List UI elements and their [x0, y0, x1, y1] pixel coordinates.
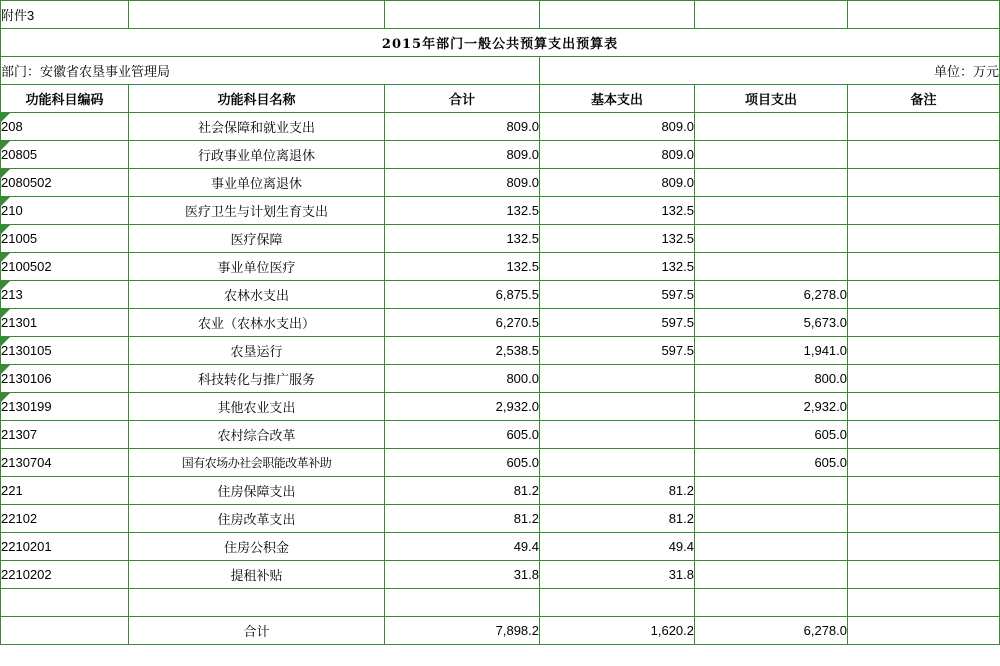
row-basic: 809.0 — [540, 169, 695, 197]
total-row-note — [848, 617, 1000, 645]
total-row-total: 7,898.2 — [385, 617, 540, 645]
row-project: 5,673.0 — [695, 309, 848, 337]
row-total: 6,875.5 — [385, 281, 540, 309]
row-name: 国有农场办社会职能改革补助 — [129, 449, 385, 477]
row-note — [848, 253, 1000, 281]
row-total: 809.0 — [385, 113, 540, 141]
row-basic: 81.2 — [540, 477, 695, 505]
table-row — [1, 421, 1000, 449]
row-note — [848, 141, 1000, 169]
column-header-project: 项目支出 — [695, 85, 848, 113]
table-row — [1, 197, 1000, 225]
row-project — [695, 589, 848, 617]
attachment-pad-1 — [129, 1, 385, 29]
row-project — [695, 169, 848, 197]
row-note — [848, 197, 1000, 225]
row-name: 社会保障和就业支出 — [129, 113, 385, 141]
row-note — [848, 113, 1000, 141]
row-basic: 597.5 — [540, 337, 695, 365]
row-total: 605.0 — [385, 449, 540, 477]
row-name — [129, 589, 385, 617]
total-row-code — [1, 617, 129, 645]
row-code: 2130106 — [1, 365, 129, 393]
column-header-note: 备注 — [848, 85, 1000, 113]
row-project — [695, 197, 848, 225]
department-label: 部门：安徽省农垦事业管理局 — [1, 57, 540, 85]
row-basic: 49.4 — [540, 533, 695, 561]
attachment-pad-4 — [695, 1, 848, 29]
row-total: 2,538.5 — [385, 337, 540, 365]
row-name: 住房改革支出 — [129, 505, 385, 533]
row-project: 1,941.0 — [695, 337, 848, 365]
table-total-row — [1, 617, 1000, 645]
table-row — [1, 141, 1000, 169]
row-name: 农村综合改革 — [129, 421, 385, 449]
row-basic: 809.0 — [540, 141, 695, 169]
row-code: 2100502 — [1, 253, 129, 281]
table-row — [1, 505, 1000, 533]
row-project: 605.0 — [695, 421, 848, 449]
row-total: 800.0 — [385, 365, 540, 393]
table-body — [1, 1, 1000, 645]
title-row — [1, 29, 1000, 57]
total-row-project: 6,278.0 — [695, 617, 848, 645]
row-project: 800.0 — [695, 365, 848, 393]
row-code: 2080502 — [1, 169, 129, 197]
row-project: 6,278.0 — [695, 281, 848, 309]
row-name: 医疗卫生与计划生育支出 — [129, 197, 385, 225]
row-basic — [540, 449, 695, 477]
row-note — [848, 449, 1000, 477]
row-note — [848, 421, 1000, 449]
row-basic: 809.0 — [540, 113, 695, 141]
table-row — [1, 449, 1000, 477]
table-row — [1, 393, 1000, 421]
row-note — [848, 505, 1000, 533]
row-note — [848, 337, 1000, 365]
row-name: 其他农业支出 — [129, 393, 385, 421]
row-basic: 132.5 — [540, 253, 695, 281]
row-note — [848, 589, 1000, 617]
row-total: 809.0 — [385, 169, 540, 197]
row-name: 事业单位离退休 — [129, 169, 385, 197]
row-code: 21307 — [1, 421, 129, 449]
attachment-row — [1, 1, 1000, 29]
table-row — [1, 309, 1000, 337]
row-total: 132.5 — [385, 197, 540, 225]
row-basic — [540, 365, 695, 393]
row-note — [848, 281, 1000, 309]
row-basic: 81.2 — [540, 505, 695, 533]
row-code: 20805 — [1, 141, 129, 169]
row-basic: 597.5 — [540, 281, 695, 309]
table-row — [1, 169, 1000, 197]
column-header-basic: 基本支出 — [540, 85, 695, 113]
row-basic: 132.5 — [540, 225, 695, 253]
row-code: 210 — [1, 197, 129, 225]
row-total: 132.5 — [385, 253, 540, 281]
row-total: 31.8 — [385, 561, 540, 589]
total-row-basic: 1,620.2 — [540, 617, 695, 645]
row-total: 81.2 — [385, 477, 540, 505]
row-name: 农垦运行 — [129, 337, 385, 365]
row-code — [1, 589, 129, 617]
table-row — [1, 225, 1000, 253]
row-basic: 132.5 — [540, 197, 695, 225]
row-project — [695, 505, 848, 533]
row-name: 科技转化与推广服务 — [129, 365, 385, 393]
row-project — [695, 141, 848, 169]
page-title: 2015年部门一般公共预算支出预算表 — [1, 29, 1000, 57]
row-name: 提租补贴 — [129, 561, 385, 589]
meta-row — [1, 57, 1000, 85]
row-note — [848, 393, 1000, 421]
row-project — [695, 561, 848, 589]
row-name: 医疗保障 — [129, 225, 385, 253]
table-row — [1, 253, 1000, 281]
row-code: 2130704 — [1, 449, 129, 477]
row-code: 21301 — [1, 309, 129, 337]
row-note — [848, 477, 1000, 505]
table-row — [1, 477, 1000, 505]
row-basic: 597.5 — [540, 309, 695, 337]
row-code: 22102 — [1, 505, 129, 533]
row-note — [848, 225, 1000, 253]
row-total — [385, 589, 540, 617]
row-code: 2130105 — [1, 337, 129, 365]
table-row — [1, 113, 1000, 141]
row-note — [848, 365, 1000, 393]
table-row — [1, 533, 1000, 561]
row-code: 208 — [1, 113, 129, 141]
attachment-pad-2 — [385, 1, 540, 29]
row-name: 行政事业单位离退休 — [129, 141, 385, 169]
row-total: 809.0 — [385, 141, 540, 169]
row-basic: 31.8 — [540, 561, 695, 589]
row-total: 81.2 — [385, 505, 540, 533]
row-total: 6,270.5 — [385, 309, 540, 337]
row-code: 213 — [1, 281, 129, 309]
total-row-label: 合计 — [129, 617, 385, 645]
row-code: 2210202 — [1, 561, 129, 589]
attachment-label: 附件3 — [1, 1, 129, 29]
row-project: 605.0 — [695, 449, 848, 477]
row-note — [848, 309, 1000, 337]
row-total: 2,932.0 — [385, 393, 540, 421]
row-name: 农林水支出 — [129, 281, 385, 309]
row-total: 605.0 — [385, 421, 540, 449]
row-note — [848, 561, 1000, 589]
table-row — [1, 561, 1000, 589]
row-total: 132.5 — [385, 225, 540, 253]
table-row — [1, 337, 1000, 365]
row-basic — [540, 421, 695, 449]
unit-label: 单位：万元 — [540, 57, 1000, 85]
row-project — [695, 533, 848, 561]
row-project — [695, 225, 848, 253]
row-code: 221 — [1, 477, 129, 505]
row-code: 21005 — [1, 225, 129, 253]
row-name: 住房公积金 — [129, 533, 385, 561]
row-basic — [540, 393, 695, 421]
row-project — [695, 477, 848, 505]
table-row — [1, 281, 1000, 309]
row-project: 2,932.0 — [695, 393, 848, 421]
row-note — [848, 169, 1000, 197]
table-header-row — [1, 85, 1000, 113]
column-header-name: 功能科目名称 — [129, 85, 385, 113]
column-header-code: 功能科目编码 — [1, 85, 129, 113]
row-name: 农业（农林水支出） — [129, 309, 385, 337]
table-row — [1, 365, 1000, 393]
column-header-total: 合计 — [385, 85, 540, 113]
row-code: 2210201 — [1, 533, 129, 561]
row-project — [695, 113, 848, 141]
row-name: 住房保障支出 — [129, 477, 385, 505]
attachment-pad-3 — [540, 1, 695, 29]
attachment-pad-5 — [848, 1, 1000, 29]
row-code: 2130199 — [1, 393, 129, 421]
row-basic — [540, 589, 695, 617]
table-row-blank — [1, 589, 1000, 617]
row-total: 49.4 — [385, 533, 540, 561]
row-project — [695, 253, 848, 281]
row-name: 事业单位医疗 — [129, 253, 385, 281]
row-note — [848, 533, 1000, 561]
